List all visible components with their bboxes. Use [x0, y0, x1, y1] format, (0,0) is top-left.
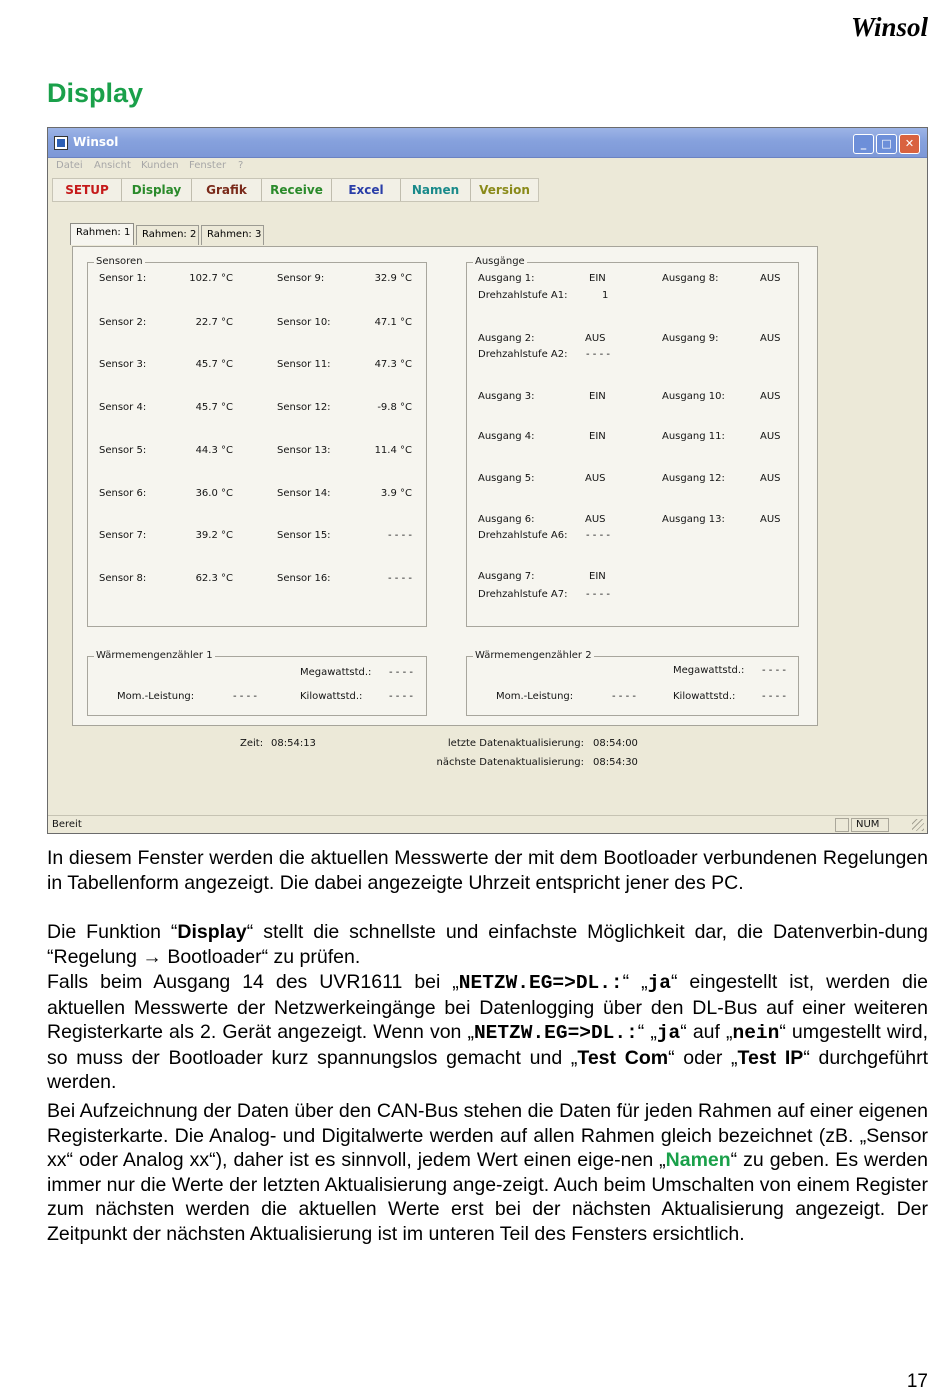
setup-button[interactable]: SETUP	[53, 179, 122, 201]
paragraph-1	[47, 846, 928, 895]
p3-text-a: Falls beim Ausgang 14 des UVR1611 bei „	[47, 971, 459, 993]
output-value: AUS	[760, 273, 781, 284]
tab-rahmen-3[interactable]: Rahmen: 3	[201, 225, 264, 245]
receive-button[interactable]: Receive	[262, 179, 332, 201]
heat1-mw-value: - - - -	[389, 667, 413, 678]
sensor-label: Sensor 10:	[277, 317, 331, 328]
speed-value: - - - -	[586, 589, 610, 600]
output-label: Ausgang 1:	[478, 273, 535, 284]
speed-label: Drehzahlstufe A1:	[478, 290, 568, 301]
output-label: Ausgang 3:	[478, 391, 535, 402]
status-pane-empty	[835, 818, 849, 832]
menu-help[interactable]: ?	[238, 160, 244, 171]
output-value: AUS	[585, 514, 606, 525]
paragraph-2	[47, 920, 928, 969]
p4-text-c: “ zu geben. Es werden immer nur die Werte der letzten Aktualisierung ange-zeigt. Auch beim Umschalten von einem Register zum nächsten werden die aktuellen Werte erst bei der nächsten Aktualisierung angezeigt. Der Zeitpunkt der nächsten Aktualisierung ist im unteren Teil des Fensters ersichtlich.	[47, 1149, 928, 1245]
paragraph-4	[47, 1099, 928, 1247]
next-update-value: 08:54:30	[593, 757, 638, 768]
heat-meter-1-group	[87, 650, 427, 716]
sensor-value: 47.3 °C	[374, 359, 412, 370]
output-value: EIN	[589, 571, 606, 582]
output-label: Ausgang 5:	[478, 473, 535, 484]
heat-meter-2-group	[466, 650, 799, 716]
sensor-value: -9.8 °C	[377, 402, 412, 413]
display-button[interactable]: Display	[122, 179, 192, 201]
output-value: EIN	[589, 273, 606, 284]
p2-text-a: Die Funktion “	[47, 921, 178, 943]
menu-datei[interactable]: Datei	[56, 160, 83, 171]
sensor-label: Sensor 13:	[277, 445, 331, 456]
grafik-button[interactable]: Grafik	[192, 179, 262, 201]
time-label: Zeit:	[240, 738, 264, 749]
p3-code-ja-2: ja	[656, 1022, 681, 1045]
menu-kunden[interactable]: Kunden	[141, 160, 179, 171]
heat1-mw-label: Megawattstd.:	[300, 667, 372, 678]
p3-text-c: “ „	[622, 971, 648, 993]
status-text: Bereit	[52, 819, 82, 830]
heat1-kw-label: Kilowattstd.:	[300, 691, 363, 702]
output-label: Ausgang 11:	[662, 431, 725, 442]
output-label: Ausgang 8:	[662, 273, 719, 284]
output-label: Ausgang 7:	[478, 571, 535, 582]
sensor-value: 11.4 °C	[374, 445, 412, 456]
speed-label: Drehzahlstufe A7:	[478, 589, 568, 600]
excel-button[interactable]: Excel	[332, 179, 401, 201]
p2-text-c: “ stellt die schnellste und einfachste Möglichkeit dar, die Datenverbin-dung “Regelung → Bootloader“ zu prüfen.	[47, 921, 928, 968]
sensor-label: Sensor 2:	[99, 317, 147, 328]
heat-meter-1-label: Wärmemengenzähler 1	[96, 650, 213, 661]
heat2-power-label: Mom.-Leistung:	[496, 691, 574, 702]
paragraph-3	[47, 970, 928, 1095]
p3-code-nein: nein	[732, 1022, 780, 1045]
output-label: Ausgang 13:	[662, 514, 725, 525]
sensor-label: Sensor 5:	[99, 445, 147, 456]
outputs-group-label: Ausgänge	[475, 256, 525, 267]
p4-namen-term: Namen	[665, 1149, 731, 1172]
heat-meter-2-label: Wärmemengenzähler 2	[475, 650, 592, 661]
sensor-value: 62.3 °C	[195, 573, 233, 584]
sensor-value: 22.7 °C	[195, 317, 233, 328]
p3-code-1: NETZW.EG=>DL.:	[458, 972, 623, 994]
p3-text-g: “ „	[637, 1021, 657, 1044]
output-value: AUS	[760, 391, 781, 402]
title-bar	[48, 128, 927, 158]
heat2-mw-value: - - - -	[762, 665, 786, 676]
output-label: Ausgang 12:	[662, 473, 725, 484]
output-label: Ausgang 9:	[662, 333, 719, 344]
heat2-mw-label: Megawattstd.:	[673, 665, 745, 676]
p3-text-k: “ umgestellt wird, so muss der Bootloader kurz spannungslos gemacht und „	[47, 1021, 928, 1069]
sensor-value: 39.2 °C	[195, 530, 233, 541]
namen-button[interactable]: Namen	[401, 179, 471, 201]
section-title: Display	[47, 78, 144, 108]
last-update-value: 08:54:00	[593, 738, 638, 749]
output-value: AUS	[760, 333, 781, 344]
winsol-window	[47, 127, 928, 834]
speed-label: Drehzahlstufe A2:	[478, 349, 568, 360]
tab-rahmen-2[interactable]: Rahmen: 2	[136, 225, 199, 245]
sensor-label: Sensor 11:	[277, 359, 331, 370]
sensor-label: Sensor 1:	[99, 273, 147, 284]
resize-grip-icon[interactable]	[912, 819, 924, 831]
close-button[interactable]: ✕	[899, 134, 920, 154]
app-icon	[54, 136, 68, 150]
num-lock-indicator: NUM	[856, 819, 880, 830]
sensors-group-label: Sensoren	[96, 256, 143, 267]
last-update-label: letzte Datenaktualisierung:	[447, 738, 584, 749]
p3-text-m: “ oder „	[668, 1046, 738, 1069]
output-value: AUS	[760, 431, 781, 442]
speed-value: - - - -	[586, 530, 610, 541]
sensor-label: Sensor 15:	[277, 530, 331, 541]
p2-display-term: Display	[177, 921, 247, 943]
heat2-kw-label: Kilowattstd.:	[673, 691, 736, 702]
sensor-value: - - - -	[388, 530, 412, 541]
sensor-label: Sensor 14:	[277, 488, 331, 499]
sensor-value: 3.9 °C	[380, 488, 412, 499]
p3-text-e: “ eingestellt ist, werden die aktuellen Messwerte der Netzwerkeingänge bei Datenlogging über den DL-Bus auf einer weiteren Registerkarte als 2. Gerät angezeigt. Wenn von „	[47, 971, 929, 1044]
output-value: AUS	[760, 473, 781, 484]
heat1-kw-value: - - - -	[389, 691, 413, 702]
sensor-label: Sensor 7:	[99, 530, 147, 541]
p3-text-o: “ durchgeführt werden.	[47, 1046, 929, 1094]
brand-title: Winsol	[850, 12, 928, 42]
p3-text-i: “ auf „	[680, 1021, 733, 1044]
sensor-value: 102.7 °C	[189, 273, 233, 284]
heat1-power-label: Mom.-Leistung:	[117, 691, 195, 702]
heat2-power-value: - - - -	[612, 691, 636, 702]
page-number: 17	[906, 1371, 928, 1392]
output-value: EIN	[589, 431, 606, 442]
menu-fenster[interactable]: Fenster	[189, 160, 227, 171]
status-pane-num	[851, 818, 889, 832]
output-value: AUS	[585, 473, 606, 484]
p3-code-2: NETZW.EG=>DL.:	[473, 1022, 638, 1045]
sensor-label: Sensor 8:	[99, 573, 147, 584]
sensor-value: 36.0 °C	[195, 488, 233, 499]
tab-rahmen-1[interactable]: Rahmen: 1	[70, 223, 134, 245]
sensor-label: Sensor 12:	[277, 402, 331, 413]
sensor-label: Sensor 9:	[277, 273, 325, 284]
sensor-value: 44.3 °C	[195, 445, 233, 456]
output-label: Ausgang 10:	[662, 391, 725, 402]
sensor-value: 32.9 °C	[374, 273, 412, 284]
sensor-label: Sensor 3:	[99, 359, 147, 370]
sensor-value: - - - -	[388, 573, 412, 584]
output-label: Ausgang 2:	[478, 333, 535, 344]
output-value: EIN	[589, 391, 606, 402]
output-label: Ausgang 6:	[478, 514, 535, 525]
p3-test-ip: Test IP	[737, 1046, 804, 1069]
sensor-label: Sensor 4:	[99, 402, 147, 413]
menu-ansicht[interactable]: Ansicht	[94, 160, 131, 171]
heat2-kw-value: - - - -	[762, 691, 786, 702]
heat1-power-value: - - - -	[233, 691, 257, 702]
speed-value: 1	[602, 290, 609, 301]
output-label: Ausgang 4:	[478, 431, 535, 442]
sensor-label: Sensor 16:	[277, 573, 331, 584]
paragraph-1-text: In diesem Fenster werden die aktuellen Messwerte der mit dem Bootloader verbundenen Regelungen in Tabellenform angezeigt. Die dabei angezeigte Uhrzeit entspricht jener des PC.	[47, 847, 928, 894]
minimize-button[interactable]: _	[853, 134, 874, 154]
toolbar	[52, 178, 539, 202]
sensor-value: 47.1 °C	[374, 317, 412, 328]
maximize-button[interactable]: □	[876, 134, 897, 154]
window-title: Winsol	[73, 135, 119, 149]
sensor-value: 45.7 °C	[195, 402, 233, 413]
p3-test-com: Test Com	[577, 1046, 669, 1069]
menu-bar	[48, 158, 927, 177]
sensor-label: Sensor 6:	[99, 488, 147, 499]
speed-label: Drehzahlstufe A6:	[478, 530, 568, 541]
version-button[interactable]: Version	[479, 183, 530, 197]
output-value: AUS	[585, 333, 606, 344]
time-value: 08:54:13	[271, 738, 316, 749]
next-update-label: nächste Datenaktualisierung:	[436, 757, 584, 768]
speed-value: - - - -	[586, 349, 610, 360]
p4-text-a: Bei Aufzeichnung der Daten über den CAN-Bus stehen die Daten für jeden Rahmen auf einer eigenen Registerkarte. Die Analog- und Digitalwerte werden auf allen Rahmen gleich bezeichnet (zB. „Sensor xx“ oder Analog xx“), daher ist es sinnvoll, jedem Wert einen eige-nen „	[47, 1100, 928, 1172]
p3-code-ja-1: ja	[647, 972, 671, 994]
sensor-value: 45.7 °C	[195, 359, 233, 370]
status-bar	[48, 815, 927, 833]
output-value: AUS	[760, 514, 781, 525]
